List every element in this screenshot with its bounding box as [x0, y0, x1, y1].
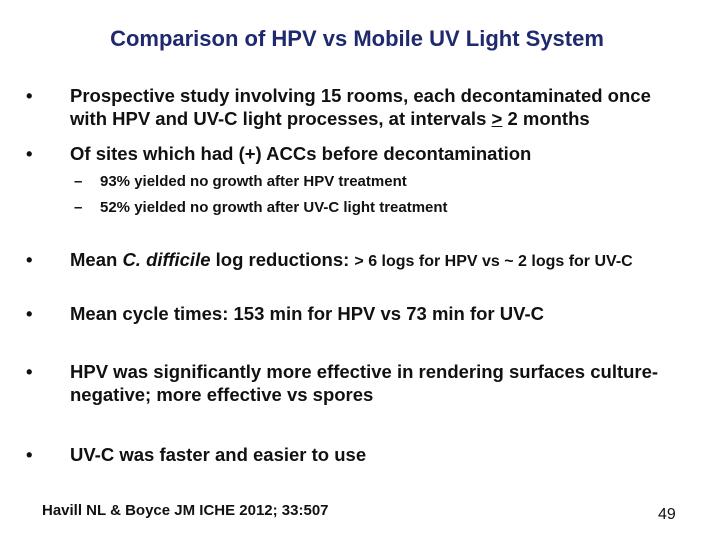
dash-marker: – — [74, 173, 83, 190]
bullet-log-reductions-text: Mean C. difficile log reductions: > 6 logs for HPV vs ~ 2 logs for UV-C — [70, 249, 633, 270]
bullet-acc-sites-text: Of sites which had (+) ACCs before decontamination — [70, 143, 532, 164]
citation: Havill NL & Boyce JM ICHE 2012; 33:507 — [42, 502, 329, 519]
bullet-marker: • — [26, 303, 33, 324]
bullet-marker: • — [26, 444, 33, 465]
bullet-effectiveness-line1: HPV was significantly more effective in rendering surfaces culture- — [70, 361, 659, 382]
bullet-acc-sites — [26, 142, 531, 165]
page-number: 49 — [658, 506, 676, 523]
bullet-study — [26, 84, 651, 130]
bullet-log-reductions — [26, 248, 633, 273]
sub-bullet-hpv-text: 93% yielded no growth after HPV treatment — [100, 173, 407, 190]
bullet-study-line1: Prospective study involving 15 rooms, each decontaminated once — [70, 85, 651, 106]
bullet-marker: • — [26, 249, 33, 270]
bullet-cycle-times — [26, 302, 544, 325]
bullet-study-line2: with HPV and UV-C light processes, at intervals > 2 months — [70, 108, 590, 129]
dash-marker: – — [74, 199, 83, 216]
bullet-marker: • — [26, 85, 33, 106]
bullet-effectiveness-line2: negative; more effective vs spores — [70, 384, 374, 405]
bullet-marker: • — [26, 143, 33, 164]
bullet-uvc-faster — [26, 443, 366, 466]
sub-bullet-hpv — [74, 173, 407, 190]
greater-equal-symbol: > — [491, 108, 503, 129]
sub-bullet-uvc — [74, 199, 448, 216]
slide-title: Comparison of HPV vs Mobile UV Light System — [110, 26, 604, 51]
bullet-effectiveness — [26, 360, 658, 406]
bullet-uvc-faster-text: UV-C was faster and easier to use — [70, 444, 367, 465]
c-difficile-italic: C. difficile — [122, 249, 211, 270]
sub-bullet-uvc-text: 52% yielded no growth after UV-C light treatment — [100, 199, 448, 216]
bullet-marker: • — [26, 361, 33, 382]
bullet-cycle-times-text: Mean cycle times: 153 min for HPV vs 73 min for UV-C — [70, 303, 544, 324]
